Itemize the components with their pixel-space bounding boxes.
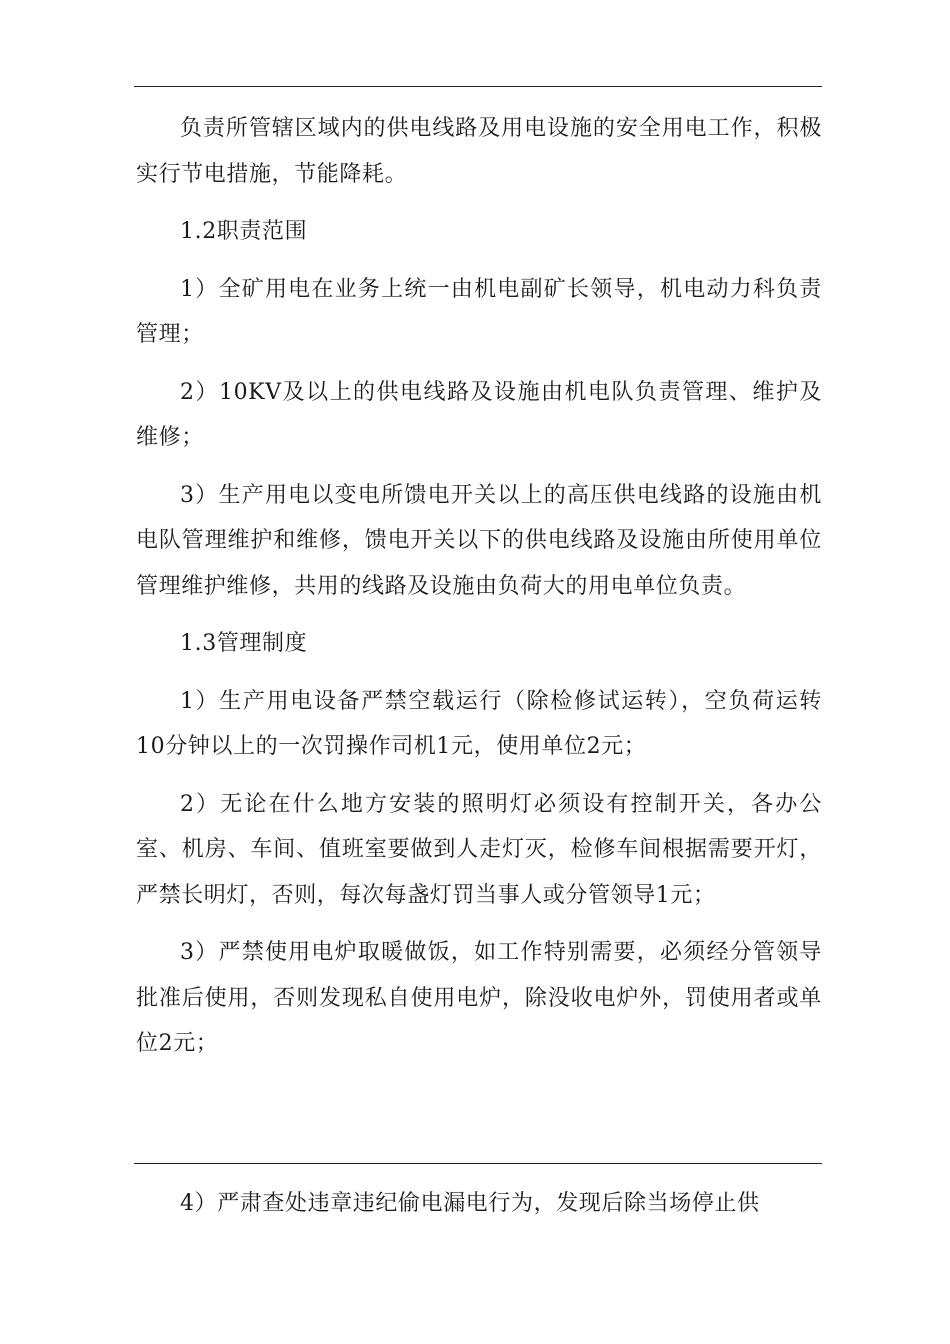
rule-item-1: 1）生产用电设备严禁空载运行（除检修试运转），空负荷运转10分钟以上的一次罚操作司机1元，使用单位2元； xyxy=(136,688,822,759)
duty-item-1: 1）全矿用电在业务上统一由机电副矿长领导，机电动力科负责管理； xyxy=(136,276,822,347)
duty-item-2: 2）10KV及以上的供电线路及设施由机电队负责管理、维护及维修； xyxy=(136,379,822,450)
document-body xyxy=(136,106,822,1079)
duty-item-3: 3）生产用电以变电所馈电开关以上的高压供电线路的设施由机电队管理维护和维修，馈电开关以下的供电线路及设施由所使用单位管理维护维修，共用的线路及设施由负荷大的用电单位负责。 xyxy=(136,482,822,599)
section-heading-1-2: 1.2职责范围 xyxy=(180,219,308,244)
section-heading-1-3: 1.3管理制度 xyxy=(180,631,308,656)
rule-item-4: 4）严肃查处违章违纪偷电漏电行为，发现后除当场停止供 xyxy=(180,1191,760,1216)
rule-item-2: 2）无论在什么地方安装的照明灯必须设有控制开关，各办公室、机房、车间、值班室要做到人走灯灭，检修车间根据需要开灯，严禁长明灯，否则，每次每盏灯罚当事人或分管领导1元； xyxy=(136,791,822,908)
next-page-body xyxy=(136,1181,822,1239)
page-break-rule xyxy=(134,1163,822,1164)
rule-item-3: 3）严禁使用电炉取暖做饭，如工作特别需要，必须经分管领导批准后使用，否则发现私自使用电炉，除没收电炉外，罚使用者或单位2元； xyxy=(136,940,822,1056)
header-rule xyxy=(134,86,822,87)
intro-paragraph: 负责所管辖区域内的供电线路及用电设施的安全用电工作，积极实行节电措施，节能降耗。 xyxy=(136,116,822,187)
